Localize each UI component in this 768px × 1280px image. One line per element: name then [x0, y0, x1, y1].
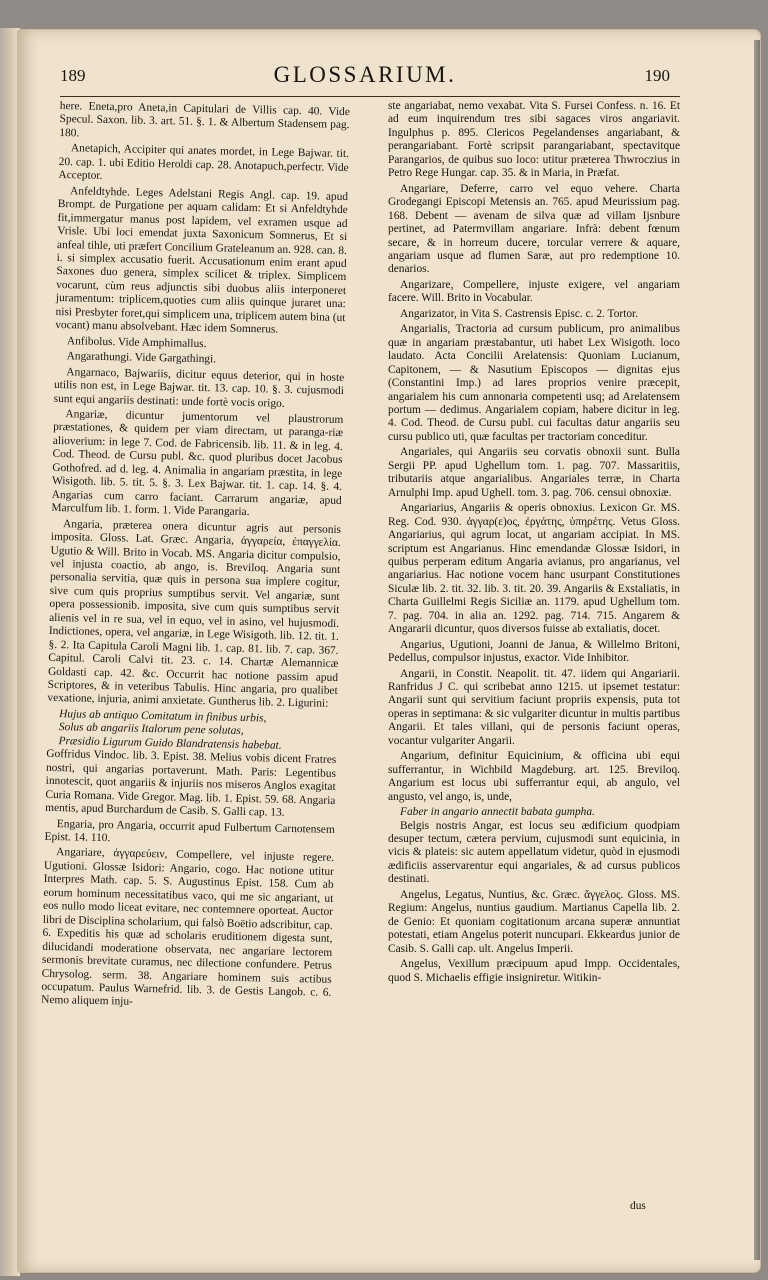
- entry-paragraph: Angariæ, dicuntur jumentorum vel plaustrorum præstationes, & quidem per viam directam, ut paranga-riæ alioverium: in lege 7. Cod. de Fabricensib. lib. 11. & in leg. 4. Cod. Theod. de Cursu publ. &c. quod pluribus docet Jacobus Gothofred. ad d. leg. 4. Animalia in angariam præstita, in lege Wisigoth. lib. 5. tit. 5. §. 3. Lex Bajwar. tit. 1. cap. 14. §. 4. Angarias cum carro faciant. Carrarum angariæ, apud Marculfum lib. 1. form. 1. Vide Parangaria.: [51, 408, 344, 519]
- left-column: [37, 100, 350, 1206]
- entry-paragraph: Anfibolus. Vide Amphimallus.: [66, 334, 207, 350]
- entry-paragraph: Angarius, Ugutioni, Joanni de Janua, & Willelmo Britoni, Pedellus, compulsor injustus, exactor. Vide Inhibitor.: [388, 638, 680, 665]
- entry-paragraph: Angarathungi. Vide Gargathingi.: [66, 350, 217, 366]
- entry-paragraph: Belgis nostris Angar, est locus seu ædificium quodpiam desuper tectum, cætera pervium, cujusmodi sunt equicinia, in vicis & plateis: sic autem appellatum videtur, quòd in ejusmodi ædificiis asservarentur equi angariales, & ad cursus publicos destinati.: [388, 819, 680, 886]
- verse-text: Præsidio Ligurum Guido Blandratensis habebat.: [58, 734, 282, 752]
- page-edge: [754, 40, 760, 1260]
- entry-paragraph: Angariare, ἀγγαρεύειν, Compellere, vel injuste regere. Ugutioni. Glossæ Isidori: Angario, cogo. Hac notione utitur Interpres Math. cap. 5. S. Augustinus Epist. 158. Cum ab eorum hominum necessitatibus vaco, qui me sic angariant, ut eos nullo modo liceat evitare, nec contemnere oporteat. Auctor libri de Disciplina scholarium, qui falsò Boëtio adscribitur, cap. 6. Expeditis his quæ ad scholaris eruditionem digesta sunt, dilucidandi moderatione observata, nec angariare lectorem sermonis brevitate curamus, nec dilectione confundere. Petrus Chrysolog. serm. 38. Angariare hominem suis actibus occupatum. Paulus Warnefrid. lib. 3. de Gestis Langob. c. 6. Nemo aliquem inju-: [41, 846, 335, 1009]
- entry-paragraph: Angelus, Legatus, Nuntius, &c. Græc. ἄγγελος. Gloss. MS. Regium: Angelus, nuntius gaudium. Martianus Capella lib. 2. de Genio: Et quoniam cogitationum arcana superæ annuntiat potestati, etiam Angelus poterit nuncupari. Ekkeardus junior de Casib. S. Galli cap. ult. Angelus Imperii.: [388, 888, 680, 955]
- right-page-number: 190: [644, 66, 670, 85]
- entry-paragraph: Angarizator, in Vita S. Castrensis Episc. c. 2. Tortor.: [400, 307, 639, 320]
- verse-line: [388, 806, 680, 819]
- left-page-number: 189: [60, 66, 86, 85]
- entry-paragraph: Angariare, Deferre, carro vel equo vehere. Charta Grodegangi Episcopi Metensis an. 765. apud Meurissium pag. 168. Debent — avenam de silva quæ ad villam Ijsnbure pertinet, ad Patermvillam angariare. Infrà: debent fœnum secare, & in horreum ducere, torcular verrere & aquare, angariam usque ad flumen Saræ, aut pro redemptione 10. denarios.: [388, 182, 680, 276]
- catchword: dus: [630, 1200, 646, 1212]
- entry-paragraph: ste angariabat, nemo vexabat. Vita S. Fursei Confess. n. 16. Et ad eum inquirendum tres sibi sagaces viros angariavit. Ingulphus p. 895. Clericos Pegelandenses angariabant, & perangariabant. Fortè scripsit parangariabant, spectavitque Parangarios, de quibus suo loco: utitur præterea Thwroczius in Petro Rege Hungar. cap. 35. & in Maria, in Præfat.: [388, 100, 680, 180]
- right-column: [388, 100, 680, 1200]
- entry-paragraph: Angarnaco, Bajwariis, dicitur equus deterior, qui in hoste utilis non est, in Lege Bajwar. tit. 13. cap. 10. §. 3. cujusmodi sunt equi angariis destinati: unde fortè vocis origo.: [53, 365, 345, 410]
- running-title: GLOSSARIUM.: [273, 62, 457, 87]
- entry-paragraph: Engaria, pro Angaria, occurrit apud Fulbertum Carnotensem Epist. 14. 110.: [44, 817, 335, 845]
- entry-paragraph: Angarizare, Compellere, injuste exigere, vel angariam facere. Will. Brito in Vocabular.: [388, 278, 680, 305]
- header-rule: [60, 96, 680, 97]
- entry-paragraph: Angarium, definitur Equicinium, & officina ubi equi sufferrantur, in Wichbild Magdeburg. art. 125. Breviloq. Angarium est locus ubi sufferrantur equi, ab angulo, vel angusto, vel ango, is, unde,: [388, 750, 680, 803]
- entry-paragraph: Angelus, Vexillum præcipuum apud Impp. Occidentales, quod S. Michaelis effigie insigniretur. Witikin-: [388, 958, 680, 984]
- entry-paragraph: Angariales, qui Angariis seu corvatis obnoxii sunt. Bulla Sergii PP. apud Ughellum tom. 1. pag. 707. Massaritiis, tributariis atque angarialibus. Angariales terræ, in Charta Arnulphi Imp. apud Ughell. tom. 3. pag. 706. censui obnoxiæ.: [388, 446, 680, 499]
- entry-paragraph: Anfeldtyhde. Leges Adelstani Regis Angl. cap. 19. apud Brompt. de Purgatione per aquam calidam: Et si Anfeldtyhde fit,immergatur manus post lapidem, vel exramen usque ad Vrisle. Ubi loci emendat juxta Saxonicum Somnerus, Et si anfeal tihle, uti præfert Concilium Grateleanum an. 928. can. 8. i. si simplex accusatio fuerit. Accusationum enim erant apud Saxones duo genera, simplex scilicet & triplex. Simplicem vocarunt, cùm reus adjunctis sibi duobus aliis interponeret juramentum: triplicem,quoties cum aliis quinque juraret una: nisi Presbyter foret,qui simplicem una, triplicem autem bina (ut vocant) manu absolvebant. Hæc idem Somnerus.: [55, 184, 349, 336]
- verse-text: Faber in angario annectit babata gumpha.: [400, 806, 595, 819]
- entry-paragraph: Angaria, præterea onera dicuntur agris aut personis imposita. Gloss. Lat. Græc. Angaria, ἀγγαρεία, ἐπαγγελία. Ugutio & Will. Brito in Vocab. MS. Angaria dicitur compulsio, vel injusta coactio, ab ango, is. Breviloq. Angaria sunt personalia servitia, quæ quis in persona sua implere cogitur, sive cum quis proprius sumptibus servit. Vel angariæ, sunt opera possessionib. imposita, sive cum quis sumptibus servit alienis vel in re sua, vel in equo, vel in asino, vel hujusmodi. Indictiones, opera, vel angariæ, in Lege Wisigoth. lib. 12. tit. 1. §. 2. Ita Capitula Caroli Magni lib. 1. cap. 81. lib. 7. cap. 367. Capitul. Caroli Calvi tit. 23. c. 14. Chartæ Alemannicæ Goldasti cap. 42. &c. Occurrit hac notione passim apud Scriptores, & in veteribus Tabulis. Hinc angaria, pro qualibet vexatione, injuria, animi anxietate. Guntherus lib. 2. Ligurini:: [47, 517, 342, 711]
- entry-paragraph: Goffridus Vindoc. lib. 3. Epist. 38. Melius vobis dicent Fratres nostri, qui angarias portaverunt. Math. Paris: Legentibus innotescit, quot angariis & injuriis nos miseros Anglos exagitat Curia Romana. Vide Gregor. Mag. lib. 1. Epist. 59. 68. Angaria mentis, apud Burchardum de Casib. S. Galli cap. 13.: [45, 748, 337, 819]
- verse-text: Solus ab angariis Italorum pene solutas,: [58, 721, 244, 738]
- entry-paragraph: Anetapich, Accipiter qui anates mordet, in Lege Bajwar. tit. 20. cap. 1. ubi Editio Heroldi cap. 28. Anotapuch,perfectr. Vide Acceptor.: [58, 142, 350, 183]
- entry-paragraph: Angarialis, Tractoria ad cursum publicum, pro animalibus quæ in angariam præstabantur, uti habet Lex Wisigoth. loco laudato. Acta Concilii Arelatensis: Quoniam Lucianum, Capitonem, — & Nasutium Episcopos — dignitas ejus (Constantini Imp.) ad lares proprios venire præcepit, angarialem his cum annonaria competenti usq; ad Arelatensem portum — dedimus. Angarialem copiam, habere dicitur in leg. 4. Cod. Theod. de Cursu publ. cui facultas datur angariis seu cursu publico uti, quæ facultas per tractoriam conceditur.: [388, 323, 680, 443]
- running-header: [60, 62, 670, 96]
- book-spine-shadow: [0, 28, 20, 1276]
- entry-paragraph: Angariarius, Angariis & operis obnoxius. Lexicon Gr. MS. Reg. Cod. 930. ἀγγαρ(ε)ος, ἐργάτης, ὑπηρέτης. Vetus Gloss. Angariarius, qui agrum locat, ut angariam accipiat. In MS. scriptum est Angarianus. Hinc emendandæ Glossæ Isidori, in quibus perperam editum Angaria avianus, pro angarianus, vel angariarius. Hac notione vocem hanc usurpant Constitutiones Siculæ lib. 2. tit. 32. lib. 3. tit. 20. 39. Angariis & Exstaliatis, in Charta Guillelmi Regis Siciliæ an. 1179. apud Ughellum tom. 7. pag. 704. in alia an. 1292. pag. 714. 715. Angarem & Angararii dicuntur, quos diversos fuisse ab extaliatis, docet.: [388, 502, 680, 636]
- entry-paragraph: here. Eneta,pro Aneta,in Capitulari de Villis cap. 40. Vide Specul. Saxon. lib. 3. art. 51. §. 1. & Albertum Stadensem pag. 180.: [59, 100, 350, 140]
- verse-text: Hujus ab antiquo Comitatum in finibus urbis,: [59, 708, 267, 725]
- entry-paragraph: Angarii, in Constit. Neapolit. tit. 47. iidem qui Angariarii. Ranfridus J C. qui scribebat anno 1215. ut ipsemet testatur: Angarii sunt qui servitium faciunt propriis expensis, puta tot operas in septimana: & sic vulgariter dicuntur in multis partibus Angarii. Et tales villani, qui de personis faciunt operas, vocantur vulgariter Angarii.: [388, 667, 680, 747]
